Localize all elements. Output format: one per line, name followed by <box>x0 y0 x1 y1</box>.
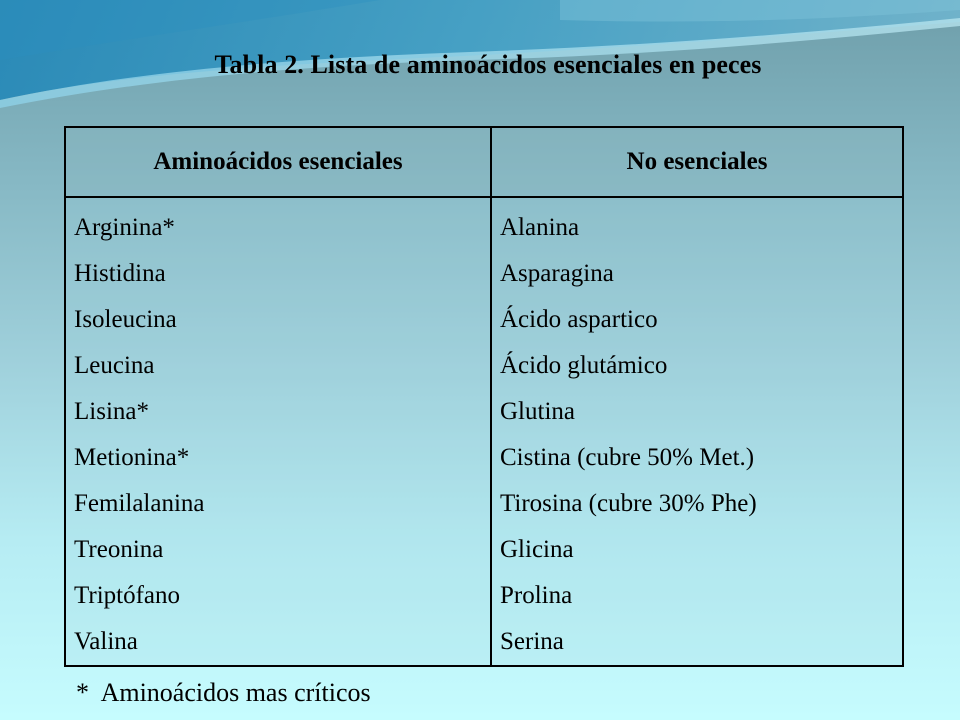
non-essential-item: Asparagina <box>500 260 614 287</box>
non-essential-item: Glicina <box>500 536 574 563</box>
header-essential: Aminoácidos esenciales <box>65 127 491 197</box>
essential-item: Isoleucina <box>74 306 177 333</box>
essential-list-cell <box>65 197 491 666</box>
essential-item: Lisina* <box>74 398 149 425</box>
essential-item: Arginina* <box>74 214 175 241</box>
non-essential-item: Ácido glutámico <box>500 352 668 379</box>
essential-item: Metionina* <box>74 444 190 471</box>
non-essential-item: Prolina <box>500 582 573 609</box>
non-essential-item: Serina <box>500 628 564 655</box>
essential-item: Histidina <box>74 260 166 287</box>
non-essential-item: Glutina <box>500 398 575 425</box>
footnote: * Aminoácidos mas críticos <box>76 678 371 707</box>
non-essential-item: Ácido aspartico <box>500 306 658 333</box>
non-essential-item: Alanina <box>500 214 580 241</box>
table-row <box>65 197 903 666</box>
essential-item: Treonina <box>74 536 164 563</box>
essential-item: Valina <box>74 628 138 655</box>
essential-item: Triptófano <box>74 582 181 609</box>
table-header-row <box>65 127 903 197</box>
non-essential-list-cell <box>491 197 903 666</box>
non-essential-item: Tirosina (cubre 30% Phe) <box>500 490 757 517</box>
non-essential-item: Cistina (cubre 50% Met.) <box>500 444 755 471</box>
amino-acid-table <box>64 126 904 667</box>
essential-item: Femilalanina <box>74 490 205 517</box>
header-non-essential: No esenciales <box>491 127 903 197</box>
page-title: Tabla 2. Lista de aminoácidos esenciales en peces <box>214 50 762 79</box>
essential-item: Leucina <box>74 352 155 379</box>
